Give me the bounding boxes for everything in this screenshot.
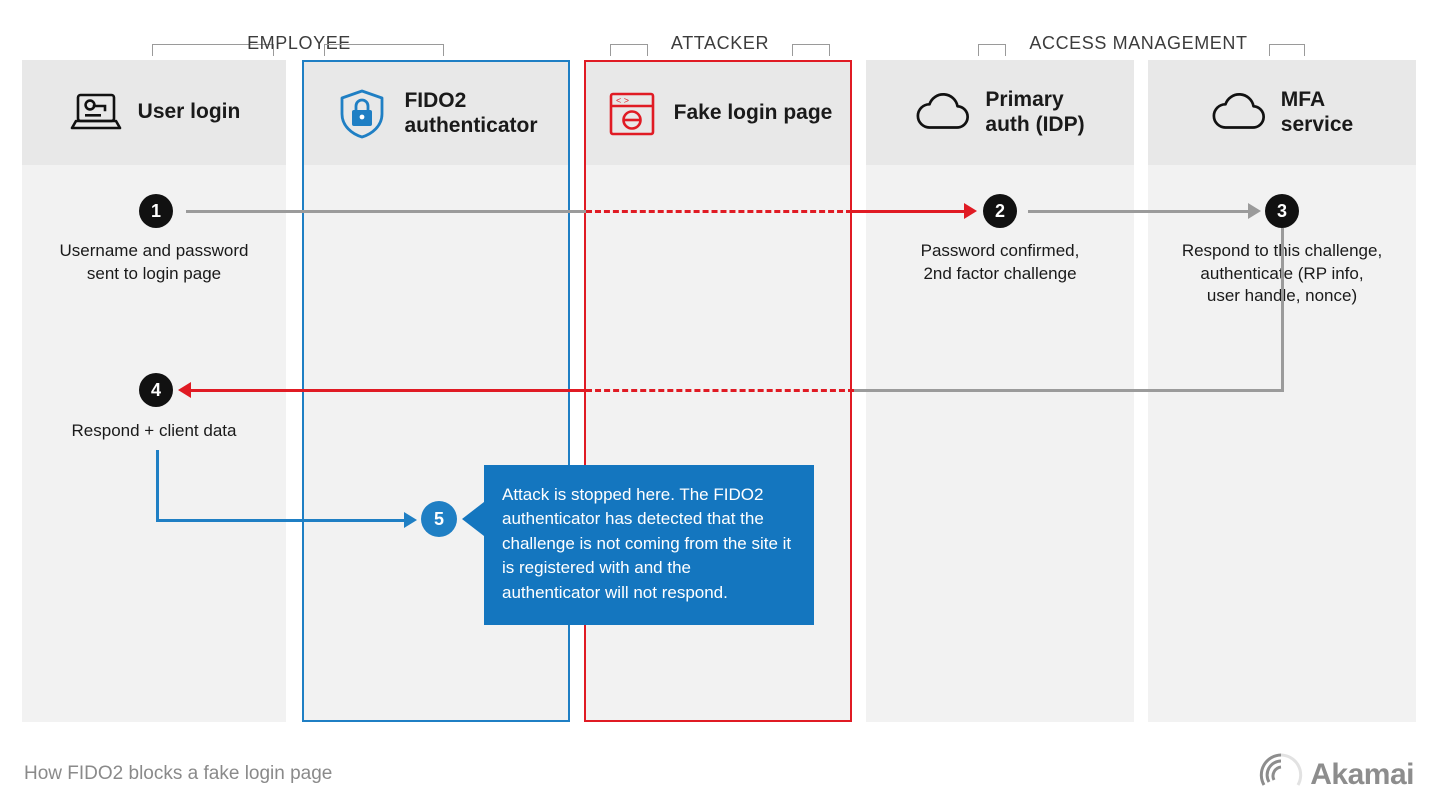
flow-line-step1-grey xyxy=(186,210,586,213)
bracket-attacker-right xyxy=(792,44,830,56)
flow-line-step5-right xyxy=(156,519,410,522)
step-caption-3-line3: user handle, nonce) xyxy=(1206,286,1358,306)
step-badge-3: 3 xyxy=(1265,194,1299,228)
flow-line-return-grey xyxy=(852,389,1283,392)
step-caption-4-line1: Respond + client data xyxy=(71,421,237,440)
akamai-wave-icon xyxy=(1258,752,1304,798)
footer-caption: How FIDO2 blocks a fake login page xyxy=(24,763,333,784)
flow-line-mfa-down xyxy=(1281,228,1284,392)
lane-title-fido2-line2: authenticator xyxy=(404,113,538,137)
step-caption-3-line1: Respond to this challenge, xyxy=(1181,241,1383,260)
lane-header-user-login xyxy=(22,60,286,165)
step-badge-1: 1 xyxy=(139,194,173,228)
lane-title-mfa-service-line2: service xyxy=(1280,112,1354,136)
arrow-return-to-user-login xyxy=(178,382,191,398)
lane-title-fido2-authenticator xyxy=(404,89,537,139)
arrow-step1-to-primary-auth xyxy=(964,203,977,219)
step-badge-4: 4 xyxy=(139,373,173,407)
cloud-icon xyxy=(1211,88,1267,138)
lane-title-fido2-line1: FIDO2 xyxy=(404,88,467,112)
bracket-access-management-right xyxy=(1269,44,1305,56)
step-caption-2-line2: 2nd factor challenge xyxy=(923,263,1077,283)
callout-tail xyxy=(462,502,484,536)
flow-line-step2-to-step3 xyxy=(1028,210,1254,213)
step-badge-2: 2 xyxy=(983,194,1017,228)
arrow-step5-to-badge xyxy=(404,512,417,528)
flow-line-step5-down xyxy=(156,450,159,520)
lane-title-primary-auth-line1: Primary xyxy=(985,87,1064,111)
group-label-attacker: ATTACKER xyxy=(670,33,770,53)
arrow-step2-to-mfa xyxy=(1248,203,1261,219)
step-caption-1 xyxy=(22,240,286,285)
lane-title-user-login: User login xyxy=(137,100,241,124)
lane-title-primary-auth xyxy=(985,88,1084,138)
shield-lock-icon xyxy=(334,89,390,139)
akamai-logo xyxy=(1258,752,1414,798)
flow-line-return-red xyxy=(190,389,588,392)
browser-blocked-icon xyxy=(604,89,660,139)
lane-header-fake-login-page xyxy=(584,60,852,165)
step-badge-5: 5 xyxy=(421,501,457,537)
step-caption-4 xyxy=(22,420,286,443)
step-caption-2 xyxy=(866,240,1134,285)
flow-line-step1-red-dashed xyxy=(586,210,852,213)
callout-attack-stopped: Attack is stopped here. The FIDO2 authenticator has detected that the challenge is not coming from the site it is registered with and the authenticator will not respond. xyxy=(484,465,814,625)
step-caption-3-line2: authenticate (RP info, xyxy=(1200,263,1364,283)
akamai-wordmark: Akamai xyxy=(1310,758,1414,791)
step-caption-1-line2: sent to login page xyxy=(86,263,222,283)
step-caption-1-line1: Username and password xyxy=(59,241,249,260)
lane-header-mfa-service xyxy=(1148,60,1416,165)
lane-title-primary-auth-line2: auth (IDP) xyxy=(985,112,1085,136)
step-caption-2-line1: Password confirmed, xyxy=(920,241,1080,260)
bracket-access-management xyxy=(978,44,1006,56)
cloud-icon xyxy=(915,88,971,138)
bracket-employee-right xyxy=(324,44,444,56)
lane-header-fido2-authenticator xyxy=(302,60,570,165)
group-label-access-management: ACCESS MANAGEMENT xyxy=(1029,33,1248,53)
lane-title-mfa-service-line1: MFA xyxy=(1280,87,1326,111)
svg-text:< >: < > xyxy=(615,95,629,105)
flow-line-return-red-dashed xyxy=(586,389,854,392)
laptop-key-icon xyxy=(68,88,124,138)
lane-title-fake-login-page: Fake login page xyxy=(673,101,833,125)
group-label-employee: EMPLOYEE xyxy=(247,33,351,53)
flow-line-step1-red xyxy=(852,210,970,213)
lane-title-mfa-service xyxy=(1281,88,1353,138)
lane-header-primary-auth xyxy=(866,60,1134,165)
